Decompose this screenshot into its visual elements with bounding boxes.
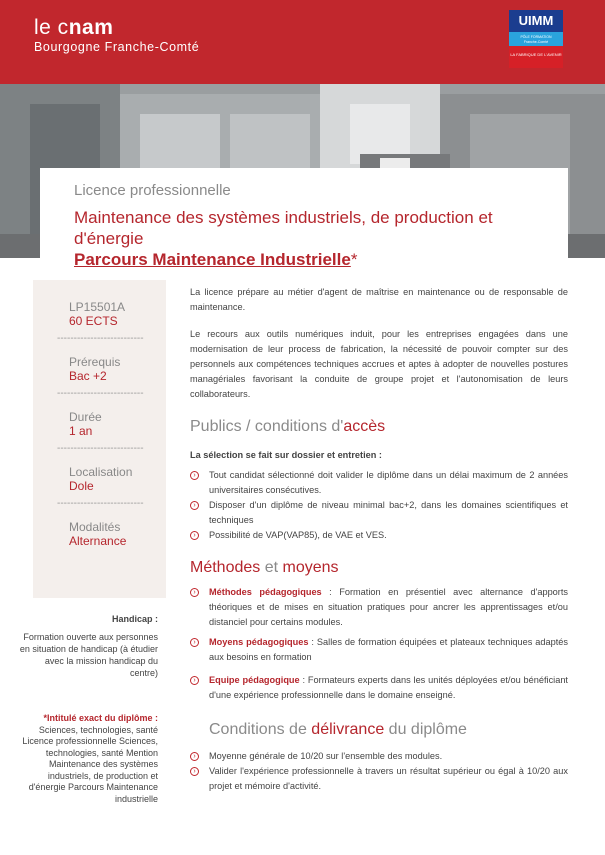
list-item-text: Moyenne générale de 10/20 sur l'ensemble des modules. (209, 751, 443, 761)
intitule-title: *Intitulé exact du diplôme : (43, 713, 158, 723)
duree-label: Durée (69, 410, 102, 424)
list-item (190, 749, 568, 764)
logo-region: Bourgogne Franche-Comté (34, 40, 200, 54)
methodes-heading (190, 559, 568, 577)
arrow-circle-icon: › (190, 752, 199, 761)
publics-list (190, 468, 568, 543)
header-banner (0, 0, 605, 84)
arrow-circle-icon: › (190, 588, 199, 597)
parcours-link[interactable]: Parcours Maintenance Industrielle (74, 250, 351, 269)
uimm-title: UIMM (509, 10, 563, 32)
list-item-text: : Formation en présentiel avec alternance d'apports théoriques et de mises en situation pratiques pour ancrer les apprentissages et/ou distanciel pour certains modules. (209, 587, 568, 627)
list-item-text: : Formateurs experts dans les unités déployées et/ou bénéficiant d'une expérience professionnelle dans le domaine enseigné. (209, 675, 568, 700)
uimm-fabrique: LA FABRIQUE DE L'AVENIR (509, 46, 563, 68)
conditions-heading-a: Conditions de (209, 721, 312, 738)
page-subtitle: Licence professionnelle (74, 182, 231, 199)
methodes-heading-c: moyens (282, 559, 339, 576)
conditions-heading-b: délivrance (311, 721, 385, 738)
logo-text-nam: nam (68, 16, 114, 39)
list-item-text: Disposer d'un diplôme de niveau minimal bac+2, dans les domaines scientifiques et techniques (209, 500, 568, 525)
conditions-heading-c: du diplôme (384, 721, 467, 738)
list-item-bold: Moyens pédagogiques (209, 637, 309, 647)
modalites-label: Modalités (69, 520, 121, 534)
uimm-region-label: Franche-Comté (523, 39, 549, 44)
list-item-bold: Méthodes pédagogiques (209, 587, 322, 597)
localisation-value: Dole (69, 479, 94, 493)
list-item (190, 673, 568, 703)
list-item-text: Possibilité de VAP(VAP85), de VAE et VES. (209, 530, 387, 540)
intitule-note (18, 713, 158, 805)
modalites-value: Alternance (69, 534, 127, 548)
arrow-circle-icon: › (190, 676, 199, 685)
sidebar-separator: -------------------------- (57, 333, 144, 344)
logo-text-le: le c (34, 16, 69, 39)
publics-heading-a: Publics / conditions d' (190, 418, 344, 435)
list-item-bold: Equipe pédagogique (209, 675, 300, 685)
conditions-heading (209, 721, 568, 739)
parcours-title (74, 249, 534, 270)
page-title: Maintenance des systèmes industriels, de production et d'énergie (74, 208, 493, 248)
handicap-note (18, 613, 158, 679)
intitule-text: Sciences, technologies, santé Licence professionnelle Sciences, technologies, santé Mention Maintenance des systèmes industriels, de production et d'énergie Parcours Maintenance industrielle (22, 724, 158, 804)
publics-heading-b: accès (343, 418, 386, 435)
ects-value: 60 ECTS (69, 314, 118, 328)
list-item-text: Valider l'expérience professionnelle à travers un résultat supérieur ou égal à 10/20 aux projet et mémoire d'activité. (209, 766, 568, 791)
uimm-pole-label: PÔLE FORMATION (520, 35, 552, 39)
methodes-heading-a: Méthodes (190, 559, 261, 576)
publics-intro: La sélection se fait sur dossier et entretien : (190, 450, 382, 460)
methodes-list (190, 585, 568, 703)
intro-paragraph-2: Le recours aux outils numériques induit, pour les entreprises engagées dans une modernisation de leur process de fabrication, la nécessité de pouvoir compter sur des personnels aux compétences techniques accrues et aptes à adopter de nouvelles postures managériales favorisant la conduite de groupe projet et l'autonomisation de leurs collaborateurs. (190, 329, 568, 399)
title-box (40, 168, 568, 272)
intro-paragraph-1: La licence prépare au métier d'agent de maîtrise en maintenance ou de responsable de maintenance. (190, 287, 568, 312)
arrow-circle-icon: › (190, 501, 199, 510)
methodes-heading-b: et (260, 559, 283, 576)
sidebar-separator: -------------------------- (57, 388, 144, 399)
list-item (190, 468, 568, 498)
list-item (190, 764, 568, 794)
prerequis-value: Bac +2 (69, 369, 107, 383)
sidebar-prerequis (69, 355, 166, 383)
list-item (190, 498, 568, 528)
sidebar-localisation (69, 465, 166, 493)
handicap-text: Formation ouverte aux personnes en situation de handicap (à étudier avec la mission handicap du centre) (19, 632, 158, 678)
course-code: LP15501A (69, 300, 126, 314)
sidebar-code (69, 300, 166, 328)
parcours-asterisk: * (350, 250, 358, 269)
uimm-pole (509, 32, 563, 46)
arrow-circle-icon: › (190, 638, 199, 647)
uimm-logo (509, 10, 563, 68)
cnam-logo (34, 18, 199, 54)
publics-heading (190, 418, 568, 436)
info-sidebar (33, 280, 166, 598)
duree-value: 1 an (69, 424, 93, 438)
arrow-circle-icon: › (190, 767, 199, 776)
sidebar-duree (69, 410, 166, 438)
list-item (190, 635, 568, 665)
arrow-circle-icon: › (190, 531, 199, 540)
main-content (190, 285, 568, 794)
prerequis-label: Prérequis (69, 355, 121, 369)
list-item-text: Tout candidat sélectionné doit valider le diplôme dans un délai maximum de 2 années universitaires consécutives. (209, 470, 568, 495)
list-item (190, 585, 568, 630)
sidebar-separator: -------------------------- (57, 443, 144, 454)
handicap-title: Handicap : (111, 614, 158, 624)
sidebar-separator: -------------------------- (57, 498, 144, 509)
list-item (190, 528, 568, 543)
localisation-label: Localisation (69, 465, 133, 479)
list-item-text: : Salles de formation équipées et plateaux techniques adaptés aux besoins en formation (209, 637, 568, 662)
sidebar-modalites (69, 520, 166, 548)
conditions-list (190, 749, 568, 794)
arrow-circle-icon: › (190, 471, 199, 480)
